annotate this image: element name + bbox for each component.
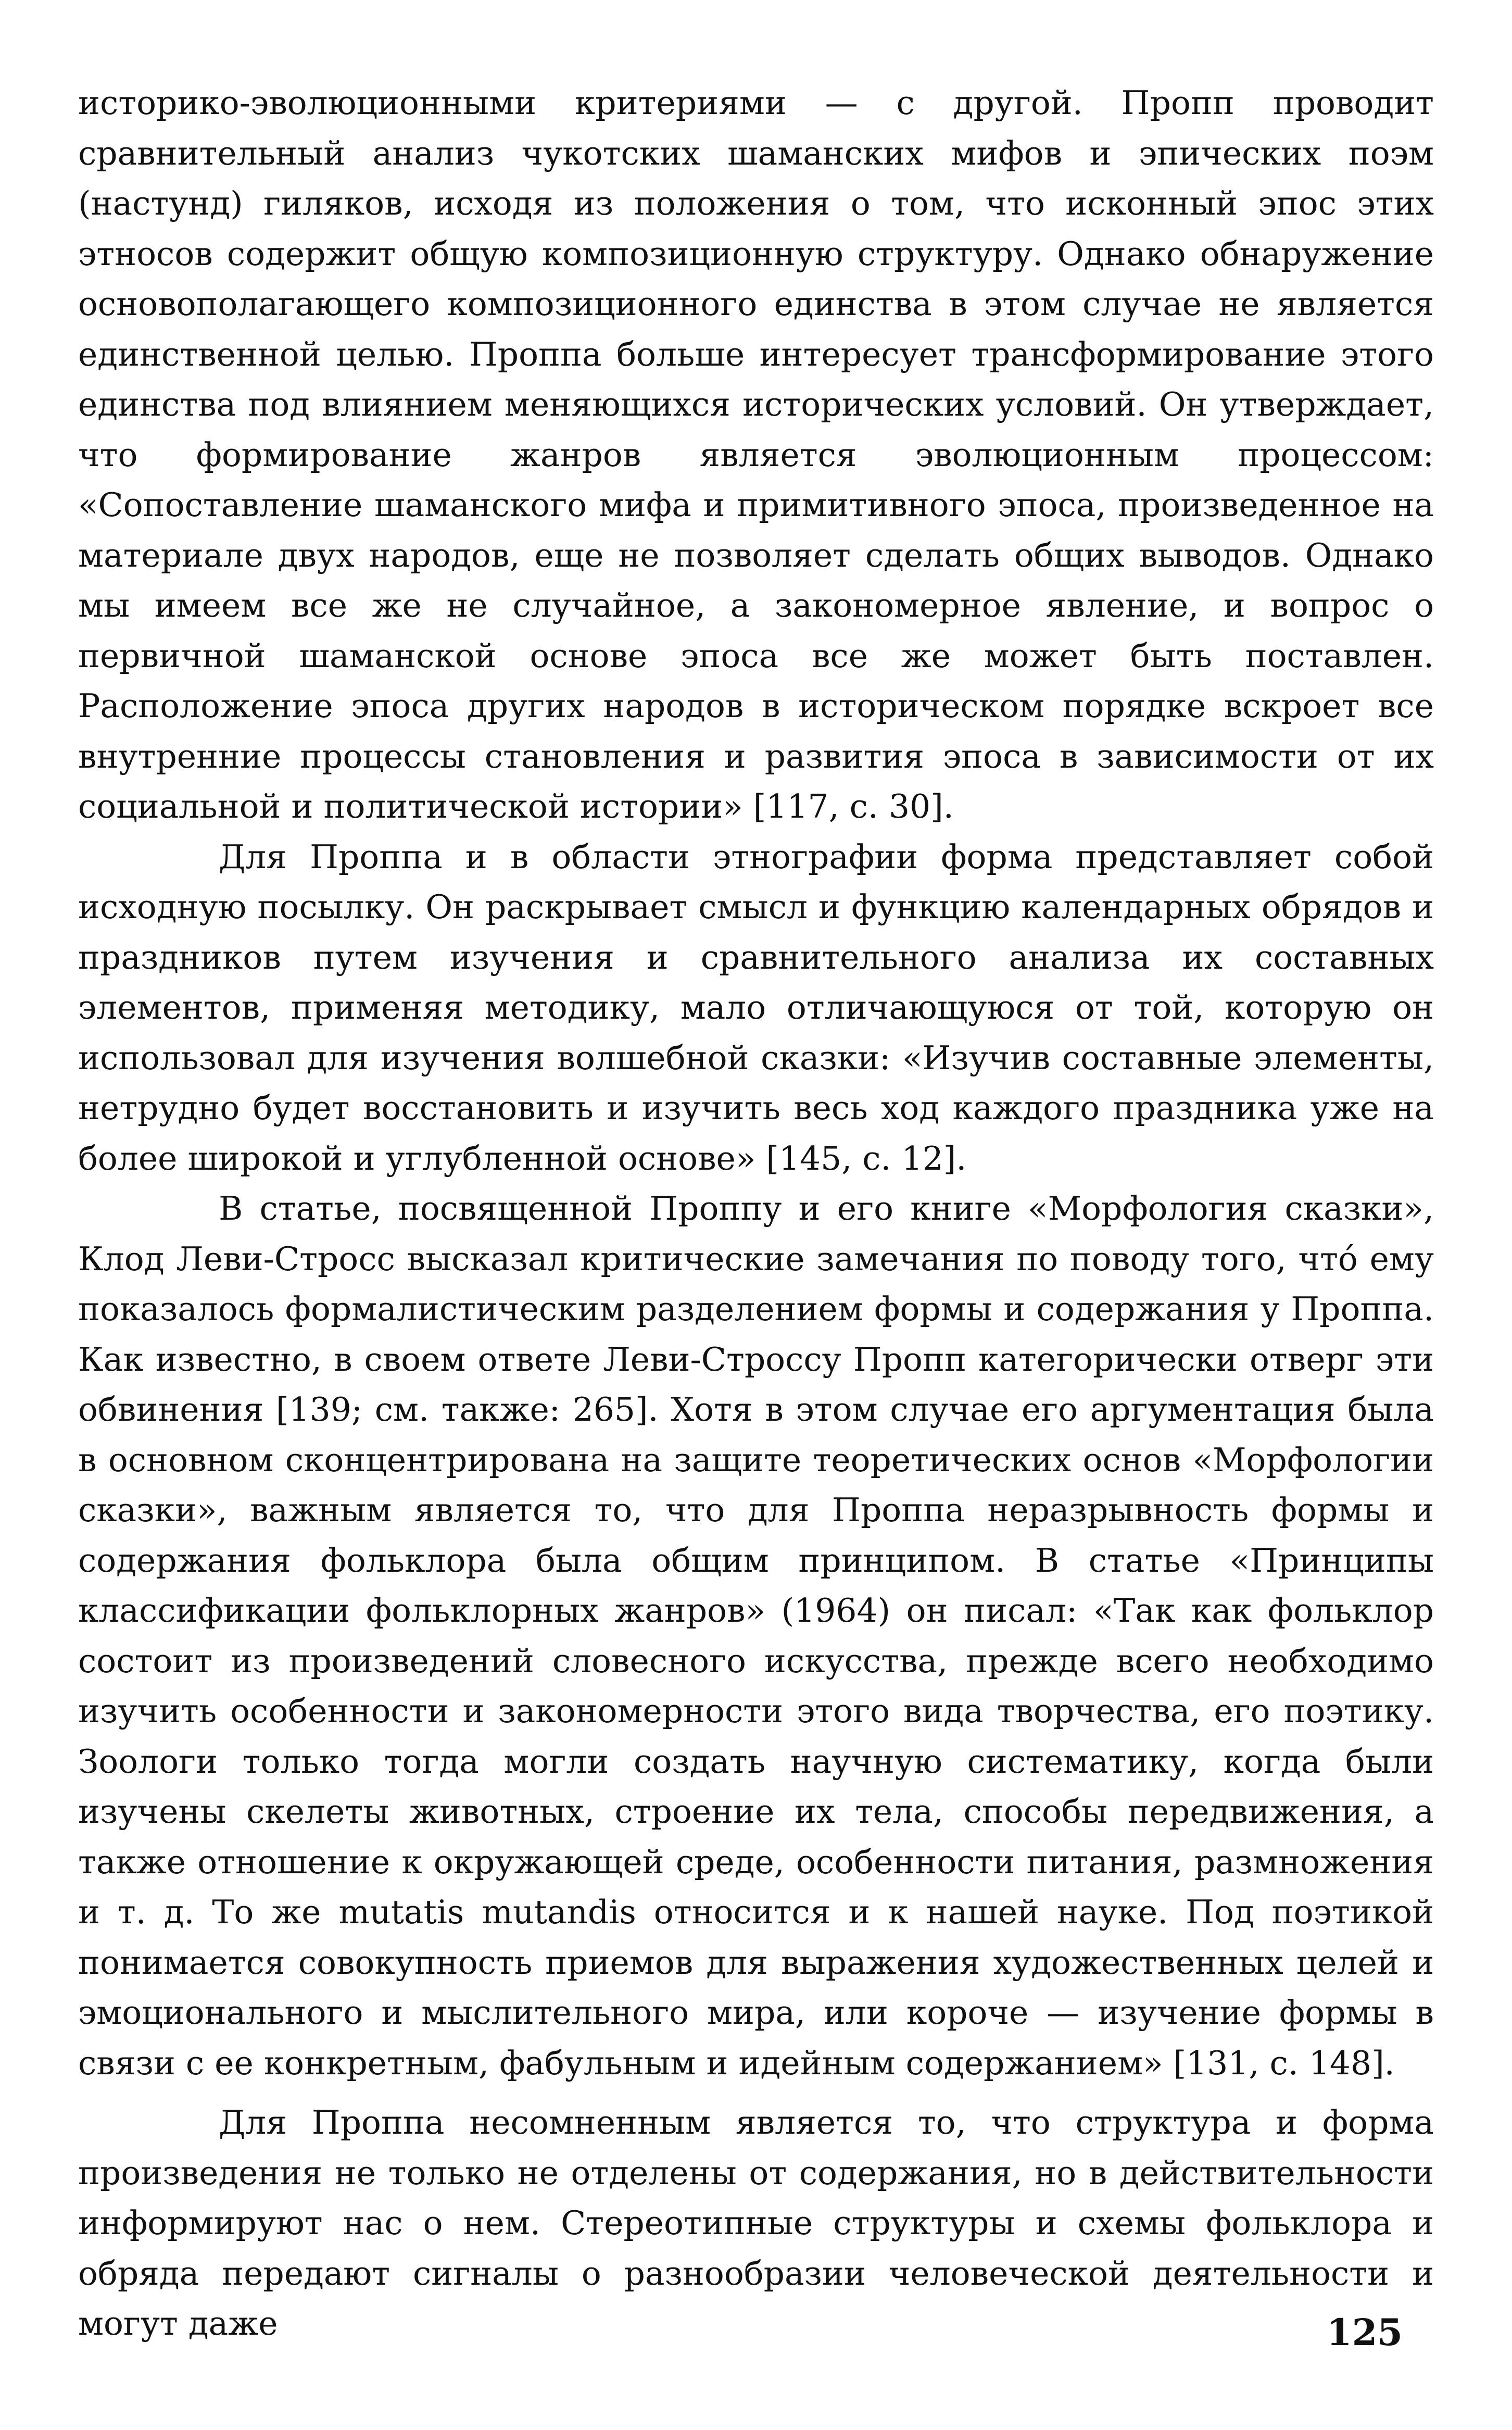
paragraph-2: Для Проппа и в области этнографии форма представляет собой исходную посылку. Он раскрывает смысл и функцию календарных обрядов и праздников путем изучения и сравнительного анализа их составных элементов, применяя методику, мало отличающуюся от той, которую он использовал для изучения волшебной сказки: «Изучив составные элементы, нетрудно будет восстановить и изучить весь ход каждого праздника уже на более широкой и углубленной основе» [145, с. 12].: [78, 837, 1434, 1178]
paragraph-4: Для Проппа несомненным является то, что структура и форма произведения не только не отделены от содержания, но в действительности информируют нас о нем. Стереотипные структуры и схемы фольклора и обряда передают сигналы о разнообразии человеческой деятельности и могут даже: [78, 2103, 1434, 2343]
body-text: [78, 78, 1434, 2349]
book-page: [78, 78, 1434, 2359]
paragraph-3: В статье, посвященной Проппу и его книге «Морфология сказки», Клод Леви-Стросс высказал критические замечания по поводу того, что́ ему показалось формалистическим разделением формы и содержания у Проппа. Как известно, в своем ответе Леви-Строссу Пропп категорически отверг эти обвинения [139; см. также: 265]. Хотя в этом случае его аргументация была в основном сконцентрирована на защите теоретических основ «Морфологии сказки», важным является то, что для Проппа неразрывность формы и содержания фольклора была общим принципом. В статье «Принципы классификации фольклорных жанров» (1964) он писал: «Так как фольклор состоит из произведений словесного искусства, прежде всего необходимо изучить особенности и закономерности этого вида творчества, его поэтику. Зоологи только тогда могли создать научную систематику, когда были изучены скелеты животных, строение их тела, способы передвижения, а также отношение к окружающей среде, особенности питания, размножения и т. д. То же mutatis mutandis относится и к нашей науке. Под поэтикой понимается совокупность приемов для выражения художественных целей и эмоционального и мыслительного мира, или короче — изучение формы в связи с ее конкретным, фабульным и идейным содержанием» [131, с. 148].: [78, 1189, 1434, 2082]
paragraph-1: историко-эволюционными критериями — с другой. Пропп проводит сравнительный анализ чукотских шаманских мифов и эпических поэм (настунд) гиляков, исходя из положения о том, что исконный эпос этих этносов содержит общую композиционную структуру. Однако обнаружение основополагающего композиционного единства в этом случае не является единственной целью. Проппа больше интересует трансформирование этого единства под влиянием меняющихся исторических условий. Он утверждает, что формирование жанров является эволюционным процессом: «Сопоставление шаманского мифа и примитивного эпоса, произведенное на материале двух народов, еще не позволяет сделать общих выводов. Однако мы имеем все же не случайное, а закономерное явление, и вопрос о первичной шаманской основе эпоса все же может быть поставлен. Расположение эпоса других народов в историческом порядке вскроет все внутренние процессы становления и развития эпоса в зависимости от их социальной и политической истории» [117, с. 30].: [78, 84, 1434, 825]
paragraph-gap: [78, 2088, 1434, 2098]
page-number: 125: [1326, 2311, 1403, 2354]
